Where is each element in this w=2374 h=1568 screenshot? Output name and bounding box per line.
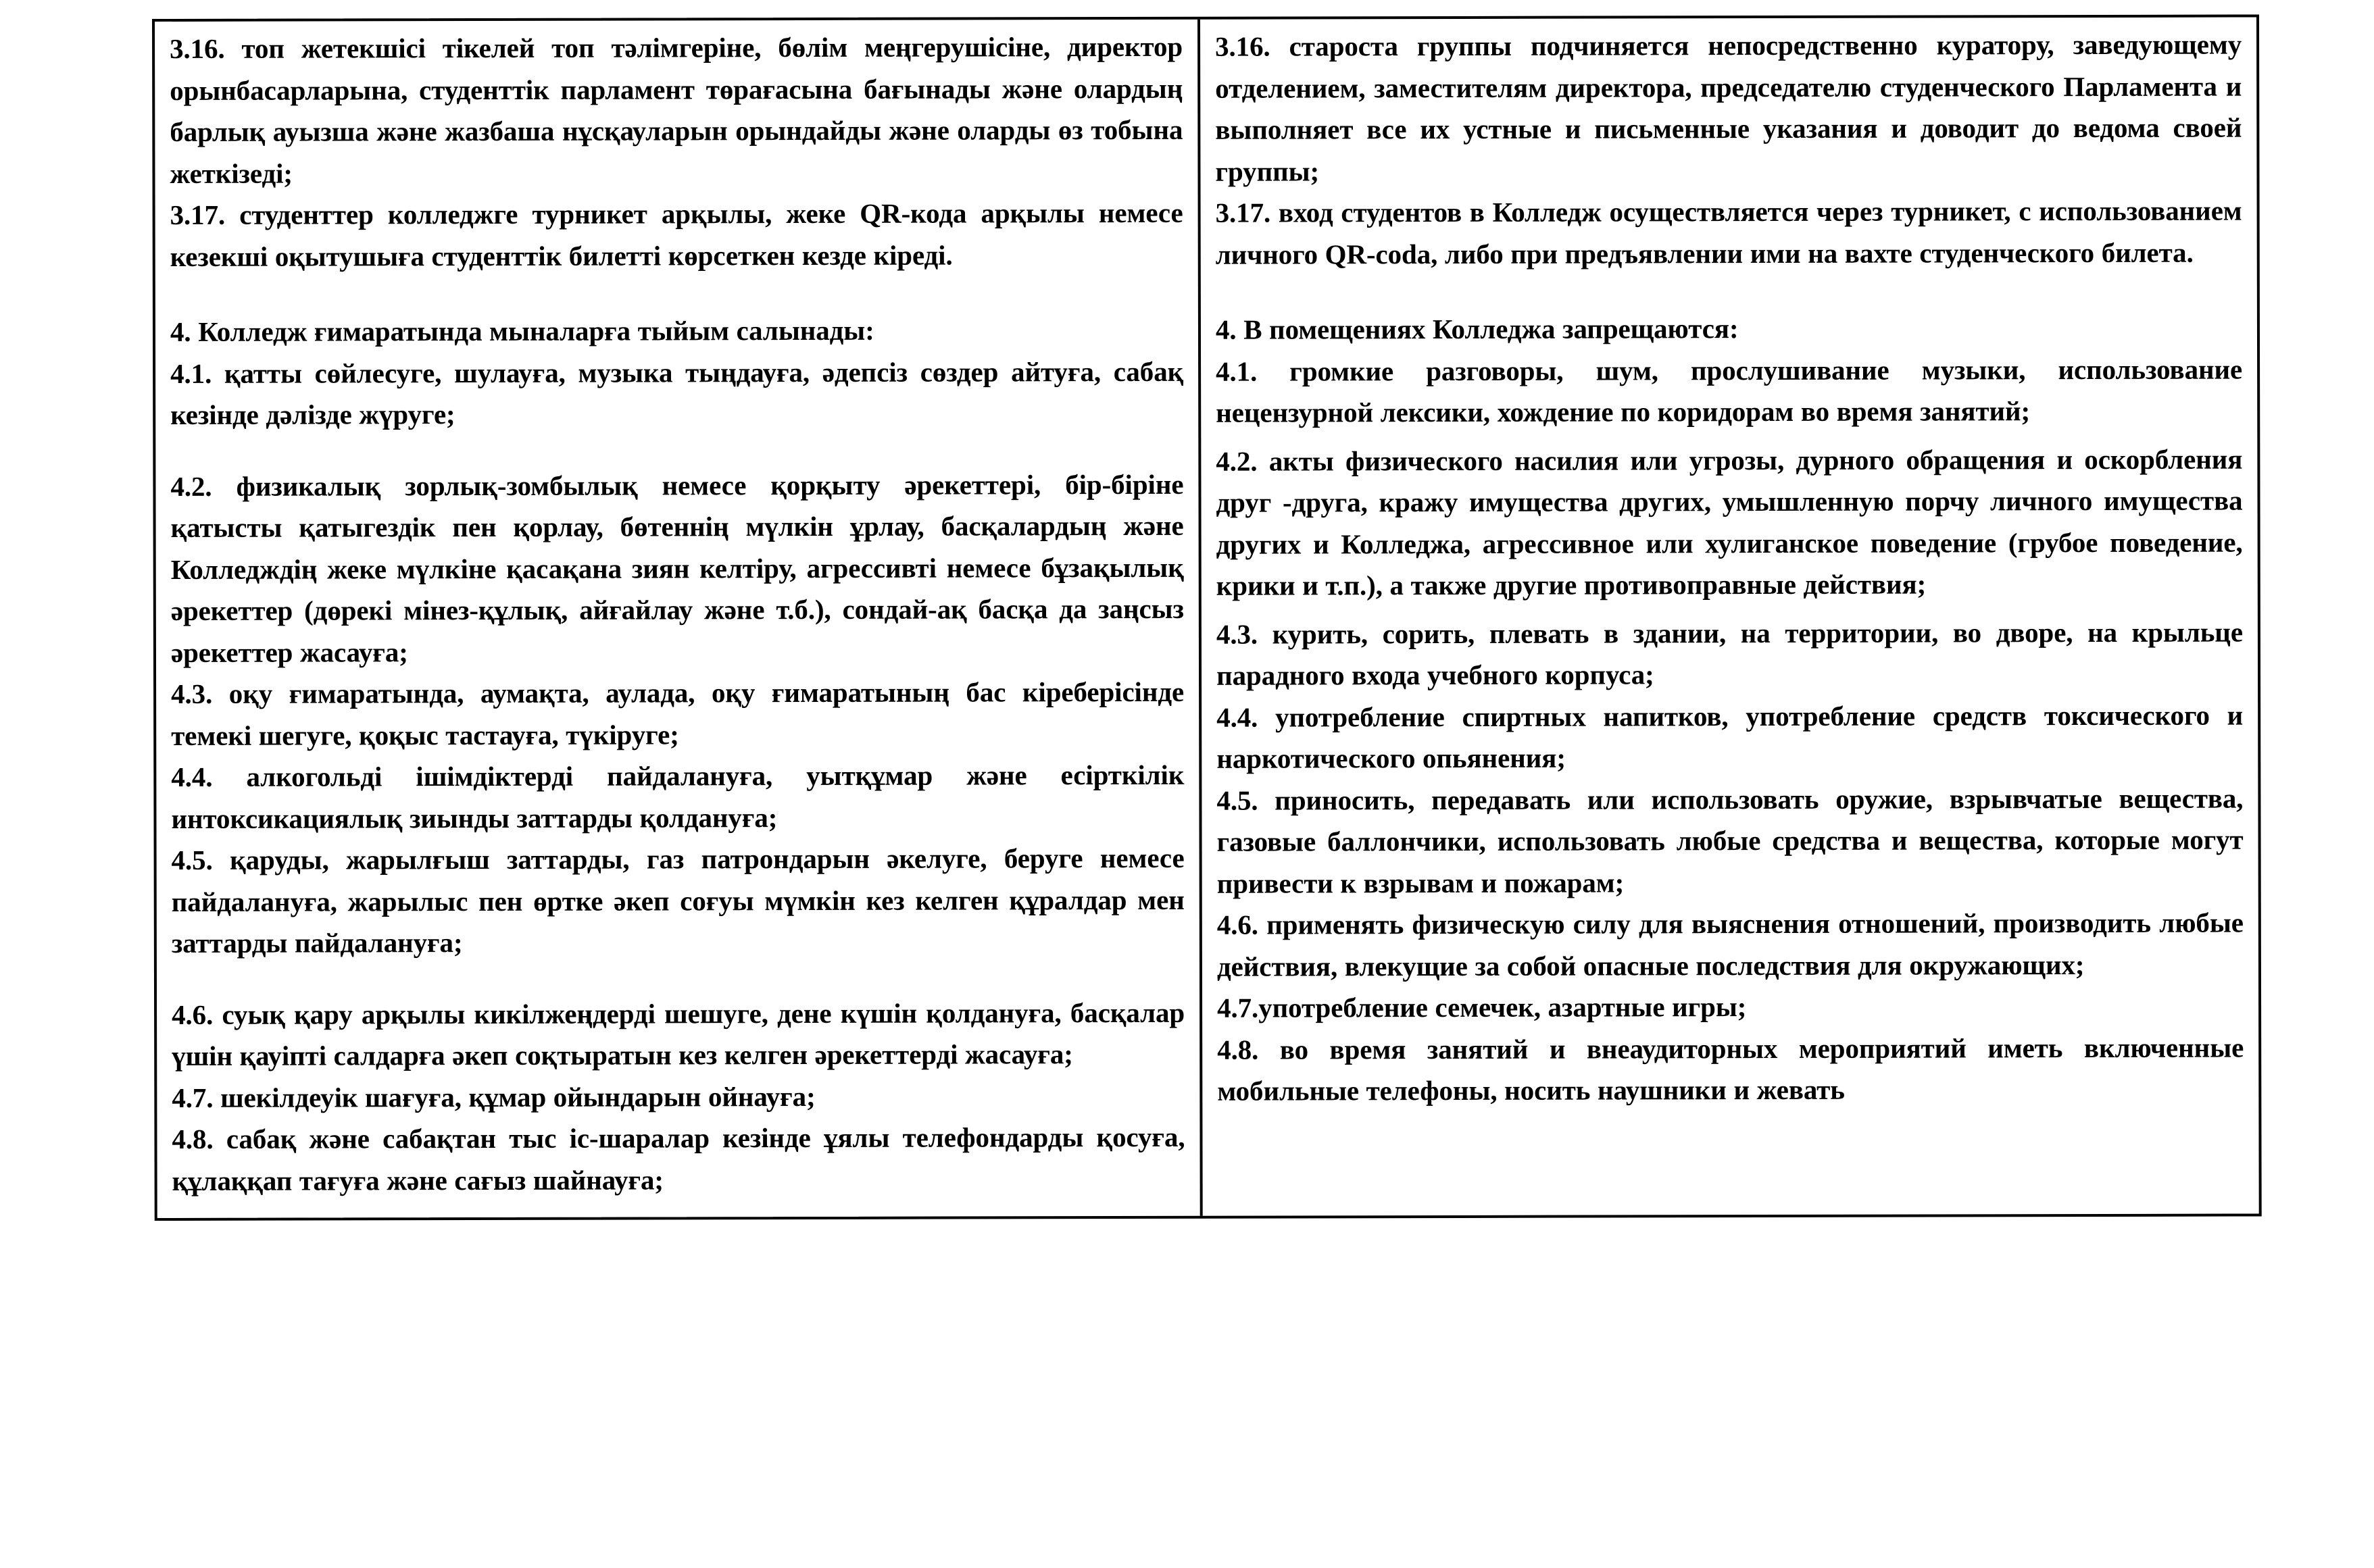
table-cell-russian [1200,17,2259,1215]
paragraph-kk-4-1: 4.1. қатты сөйлесуге, шулауға, музыка тыңдауға, әдепсіз сөздер айтуға, сабақ кезінде дәлізде жүруге; [170,355,1184,430]
paragraph-kk-4-4: 4.4. алкогольді ішімдіктерді пайдалануға, уытқұмар және есірткілік интоксикациялық зиынды заттарды қолдануға; [171,759,1185,834]
paragraph-kk-4-5: 4.5. қаруды, жарылғыш заттарды, газ патрондарын әкелуге, беруге немесе пайдалануға, жарылыс пен өртке әкеп соғуы мүмкін кез келген құралдар мен заттарды пайдалануға; [171,842,1185,959]
bilingual-rules-table [152,14,2262,1221]
paragraph-ru-4-6: 4.6. применять физическую силу для выяснения отношений, производить любые действия, влекущие за собой опасные последствия для окружающих; [1216,907,2244,982]
paragraph-kk-3-17: 3.17. студенттер колледжге турникет арқылы, жеке QR-кода арқылы немесе кезекші оқытушыға студенттік билетті көрсеткен кезде кіреді. [170,197,1183,272]
paragraph-spacer [170,276,1183,311]
paragraph-ru-4-3: 4.3. курить, сорить, плевать в здании, на территории, во дворе, на крыльце парадного входа учебного корпуса; [1216,616,2243,691]
paragraph-ru-4-4: 4.4. употребление спиртных напитков, употребление средств токсического и наркотического опьянения; [1216,699,2244,774]
paragraph-kk-4-8: 4.8. сабақ және сабақтан тыс іс-шаралар кезінде ұялы телефондарды қосуға, құлаққап тағуға және сағыз шайнауға; [172,1121,1185,1196]
paragraph-kk-4-2: 4.2. физикалық зорлық-зомбылық немесе қорқыту әрекеттері, бір-біріне қатысты қатыгездік пен қорлау, бөтеннің мүлкін ұрлау, басқалардың және Колледждің жеке мүлкіне қасақана зиян келтіру, агрессивті немесе бұзақылық әрекеттер (дөрекі мінез-құлық, айғайлау және т.б.), сондай-ақ басқа да заңсыз әрекеттер жасауға; [170,468,1184,668]
paragraph-ru-4-7: 4.7.употребление семечек, азартные игры; [1217,991,1747,1023]
paragraph-kk-3-16: 3.16. топ жетекшісі тікелей топ тәлімгеріне, бөлім меңгерушісіне, директор орынбасарларына, студенттік парламент төрағасына бағынады және олардың барлық ауызша және жазбаша нұсқауларын орындайды және оларды өз тобына жеткізеді; [170,30,1183,189]
paragraph-ru-4-5: 4.5. приносить, передавать или использовать оружие, взрывчатые вещества, газовые баллончики, использовать любые средства и вещества, которые могут привести к взрывам и пожарам; [1216,782,2244,899]
paragraph-ru-4-8: 4.8. во время занятий и внеаудиторных мероприятий иметь включенные мобильные телефоны, носить наушники и жевать [1217,1032,2244,1107]
paragraph-ru-4-2: 4.2. акты физического насилия или угрозы, дурного обращения и оскорбления друг -друга, кражу имущества других, умышленную порчу личного имущества других и Колледжа, агрессивное или хулиганское поведение (грубое поведение, крики и т.п.), а также другие противоправные действия; [1216,443,2243,601]
paragraph-kk-4-3: 4.3. оқу ғимаратында, аумақта, аулада, оқу ғимаратының бас кіреберісінде темекі шегуге, қоқыс тастауға, түкіруге; [171,676,1185,751]
paragraph-kk-4: 4. Колледж ғимаратында мыналарға тыйым салынады: [170,314,874,347]
paragraph-kk-4-6: 4.6. суық қару арқылы кикілжеңдерді шешуге, дене күшін қолдануға, басқалар үшін қауіпті салдарға әкеп соқтыратын кез келген әрекеттерді жасауға; [172,996,1185,1071]
paragraph-spacer [172,962,1185,994]
paragraph-ru-4-1: 4.1. громкие разговоры, шум, прослушивание музыки, использование нецензурной лексики, хождение по коридорам во время занятий; [1216,353,2243,428]
table-cell-kazakh [155,20,1203,1218]
paragraph-ru-4: 4. В помещениях Колледжа запрещаются: [1215,313,1739,345]
paragraph-spacer [1216,274,2242,309]
paragraph-ru-3-17: 3.17. вход студентов в Колледж осуществляется через турникет, с использованием личного QR-coda, либо при предъявлении ими на вахте студенческого билета. [1215,195,2242,270]
paragraph-ru-3-16: 3.16. староста группы подчиняется непосредственно куратору, заведующему отделением, заместителям директора, председателю студенческого Парламента и выполняет все их устные и письменные указания и доводит до ведома своей группы; [1215,28,2242,187]
paragraph-kk-4-7: 4.7. шекілдеуік шағуға, құмар ойындарын ойнауға; [172,1080,816,1113]
paragraph-spacer [170,434,1183,465]
